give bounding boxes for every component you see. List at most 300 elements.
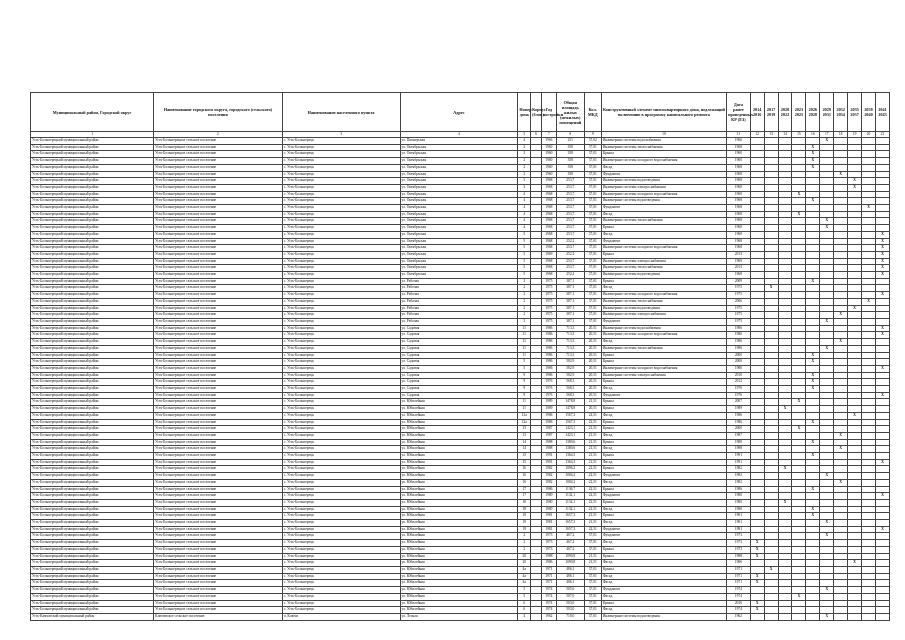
period-cell — [848, 379, 862, 386]
period-cell — [750, 479, 764, 486]
period-cell — [848, 406, 862, 413]
period-cell — [792, 486, 806, 493]
cell-house: 2 — [518, 292, 531, 299]
cell-house: 14 — [518, 446, 531, 453]
period-cell: X — [875, 245, 889, 252]
cell-house: 2 — [518, 318, 531, 325]
period-cell — [750, 379, 764, 386]
period-cell — [764, 359, 778, 366]
period-cell — [862, 225, 876, 232]
period-cell — [862, 178, 876, 185]
column-header: Наименование городского округа, городского (сельского) поселения — [154, 93, 283, 132]
period-cell — [750, 251, 764, 258]
cell-area: 1084,2 — [556, 479, 584, 486]
period-cell — [834, 546, 848, 553]
period-cell — [778, 386, 792, 393]
period-cell — [750, 439, 764, 446]
cell-prev: 1986 — [727, 325, 751, 332]
period-cell — [764, 231, 778, 238]
period-cell — [750, 473, 764, 480]
period-cell: X — [848, 305, 862, 312]
period-cell — [806, 540, 820, 547]
cell-settlement: Усть-Большерецкое сельское поселение — [154, 138, 283, 145]
period-cell — [806, 526, 820, 533]
cell-settlement: Усть-Большерецкое сельское поселение — [154, 600, 283, 607]
period-cell — [764, 439, 778, 446]
cell-area: 710,0 — [556, 613, 584, 620]
cell-element: Инженерные системы водоотведения — [601, 305, 726, 312]
period-cell — [848, 359, 862, 366]
cell-house: 11 — [518, 339, 531, 346]
period-cell — [862, 399, 876, 406]
period-cell — [834, 513, 848, 520]
period-cell — [764, 432, 778, 439]
period-cell — [792, 526, 806, 533]
cell-district: Усть-Большерецкий муниципальный район — [31, 198, 154, 205]
table-row — [31, 365, 890, 372]
period-cell: X — [848, 184, 862, 191]
cell-area: 486,1 — [556, 573, 584, 580]
cell-korpus — [531, 251, 542, 258]
period-cell — [862, 593, 876, 600]
period-cell — [862, 305, 876, 312]
period-cell: X — [834, 479, 848, 486]
cell-district: Усть-Большерецкий муниципальный район — [31, 332, 154, 339]
cell-korpus — [531, 318, 542, 325]
period-cell — [862, 272, 876, 279]
cell-house: 19 — [518, 513, 531, 520]
cell-house: 11 — [518, 406, 531, 413]
cell-district: Усть-Большерецкий муниципальный район — [31, 158, 154, 165]
period-cell — [750, 298, 764, 305]
period-cell: X — [806, 151, 820, 158]
cell-district: Усть-Большерецкий муниципальный район — [31, 533, 154, 540]
cell-element: Инженерные системы теплоснабжения — [601, 144, 726, 151]
cell-settlement: Усть-Большерецкое сельское поселение — [154, 567, 283, 574]
cell-settlement: Усть-Большерецкое сельское поселение — [154, 238, 283, 245]
period-cell — [834, 419, 848, 426]
column-header: 2023 2025 — [792, 93, 806, 132]
cell-street: ул. Садовая — [400, 352, 518, 359]
column-header: 2038 2040 — [862, 93, 876, 132]
cell-area: 1090,8 — [556, 553, 584, 560]
period-cell — [778, 573, 792, 580]
period-cell — [778, 546, 792, 553]
cell-street: ул. Октябрьская — [400, 191, 518, 198]
period-cell — [862, 325, 876, 332]
period-cell — [750, 426, 764, 433]
table-row — [31, 573, 890, 580]
cell-area: 1132,1 — [556, 499, 584, 506]
cell-area: 253,7 — [556, 218, 584, 225]
period-cell — [875, 359, 889, 366]
cell-prev: 1971 — [727, 573, 751, 580]
cell-house: 5 — [518, 258, 531, 265]
period-cell — [848, 318, 862, 325]
cell-settlement: Усть-Большерецкое сельское поселение — [154, 520, 283, 527]
table-row — [31, 138, 890, 145]
period-cell — [834, 292, 848, 299]
cell-house: 11 — [518, 352, 531, 359]
cell-district: Усть-Большерецкий муниципальный район — [31, 218, 154, 225]
cell-settlement: Усть-Большерецкое сельское поселение — [154, 499, 283, 506]
period-cell — [750, 339, 764, 346]
period-cell — [806, 426, 820, 433]
cell-prev: 1986 — [727, 412, 751, 419]
period-cell — [875, 600, 889, 607]
cell-area: 1423,1 — [556, 432, 584, 439]
cell-prev: 1968 — [727, 164, 751, 171]
period-cell — [764, 272, 778, 279]
cell-year: 1976 — [541, 392, 556, 399]
cell-prev: 1969 — [727, 258, 751, 265]
period-cell — [875, 352, 889, 359]
period-cell — [875, 593, 889, 600]
period-cell — [764, 339, 778, 346]
period-cell — [834, 580, 848, 587]
period-cell — [778, 560, 792, 567]
cell-district: Усть-Большерецкий муниципальный район — [31, 151, 154, 158]
cell-korpus — [531, 479, 542, 486]
period-cell — [834, 573, 848, 580]
cell-locality: с. Усть-Большерецк — [282, 546, 400, 553]
period-cell — [806, 332, 820, 339]
period-cell — [834, 600, 848, 607]
column-header: Наименование населенного пункта — [282, 93, 400, 132]
period-cell — [862, 419, 876, 426]
period-cell: X — [875, 325, 889, 332]
cell-locality: с. Усть-Большерецк — [282, 580, 400, 587]
period-cell — [875, 466, 889, 473]
cell-year: 1987 — [541, 426, 556, 433]
cell-count: 37,01 — [584, 191, 601, 198]
cell-settlement: Усть-Большерецкое сельское поселение — [154, 372, 283, 379]
period-cell — [750, 258, 764, 265]
cell-district: Усть-Большерецкий муниципальный район — [31, 305, 154, 312]
period-cell — [862, 540, 876, 547]
period-cell — [792, 513, 806, 520]
cell-district: Усть-Большерецкий муниципальный район — [31, 372, 154, 379]
cell-year: 1986 — [541, 339, 556, 346]
cell-settlement: Усть-Большерецкое сельское поселение — [154, 164, 283, 171]
period-cell — [764, 138, 778, 145]
cell-locality: с. Усть-Большерецк — [282, 607, 400, 614]
period-cell — [820, 513, 834, 520]
period-cell — [820, 359, 834, 366]
period-cell — [862, 493, 876, 500]
cell-year: 1960 — [541, 151, 556, 158]
cell-year: 1991 — [541, 453, 556, 460]
period-cell — [875, 345, 889, 352]
cell-area: 253,7 — [556, 265, 584, 272]
cell-house: 5 — [518, 251, 531, 258]
period-cell: X — [848, 178, 862, 185]
cell-district: Усть-Большерецкий муниципальный район — [31, 546, 154, 553]
cell-settlement: Усть-Большерецкое сельское поселение — [154, 560, 283, 567]
cell-korpus — [531, 265, 542, 272]
period-cell — [862, 144, 876, 151]
cell-district: Усть-Большерецкий муниципальный район — [31, 573, 154, 580]
period-cell — [875, 151, 889, 158]
cell-prev: 1968 — [727, 191, 751, 198]
cell-street: ул. Октябрьская — [400, 272, 518, 279]
cell-area: 467,2 — [556, 540, 584, 547]
cell-element: Крыша — [601, 251, 726, 258]
period-cell — [750, 593, 764, 600]
cell-settlement: Усть-Большерецкое сельское поселение — [154, 453, 283, 460]
period-cell — [820, 292, 834, 299]
cell-prev: 1982 — [727, 473, 751, 480]
cell-korpus — [531, 178, 542, 185]
period-cell — [792, 553, 806, 560]
period-cell — [848, 399, 862, 406]
cell-locality: с. Усть-Большерецк — [282, 533, 400, 540]
cell-locality: с. Усть-Большерецк — [282, 298, 400, 305]
cell-korpus — [531, 439, 542, 446]
period-cell — [820, 466, 834, 473]
cell-district: Усть-Большерецкий муниципальный район — [31, 285, 154, 292]
cell-year: 1988 — [541, 446, 556, 453]
cell-element: Крыша — [601, 406, 726, 413]
cell-prev: 1974 — [727, 587, 751, 594]
cell-locality: с. Усть-Большерецк — [282, 191, 400, 198]
cell-year: 1986 — [541, 365, 556, 372]
cell-year: 1975 — [541, 278, 556, 285]
period-cell: X — [834, 446, 848, 453]
column-number: 12 — [750, 132, 764, 138]
period-cell — [806, 238, 820, 245]
period-cell — [820, 332, 834, 339]
column-header: 2032 2034 — [834, 93, 848, 132]
cell-house: 5 — [518, 238, 531, 245]
cell-year: 1975 — [541, 285, 556, 292]
period-cell — [764, 144, 778, 151]
period-cell — [806, 399, 820, 406]
cell-korpus — [531, 352, 542, 359]
cell-prev: 1986 — [727, 332, 751, 339]
period-cell — [875, 225, 889, 232]
period-cell — [792, 339, 806, 346]
cell-district: Усть-Большерецкий муниципальный район — [31, 318, 154, 325]
period-cell — [792, 573, 806, 580]
cell-count: 20,51 — [584, 406, 601, 413]
period-cell — [750, 164, 764, 171]
cell-area: 1364,3 — [556, 459, 584, 466]
period-cell — [792, 607, 806, 614]
period-cell: X — [875, 258, 889, 265]
cell-korpus — [531, 587, 542, 594]
cell-count: 37,01 — [584, 573, 601, 580]
period-cell — [820, 305, 834, 312]
period-cell — [750, 453, 764, 460]
period-cell — [750, 211, 764, 218]
cell-korpus — [531, 567, 542, 574]
period-cell — [820, 372, 834, 379]
period-cell — [848, 546, 862, 553]
period-cell: X — [862, 298, 876, 305]
cell-prev: 2000 — [727, 359, 751, 366]
cell-korpus — [531, 607, 542, 614]
period-cell — [778, 238, 792, 245]
table-row — [31, 439, 890, 446]
cell-street: ул. Октябрьская — [400, 144, 518, 151]
period-cell — [792, 580, 806, 587]
column-header: Кол. МКД — [584, 93, 601, 132]
cell-element: Фундамент — [601, 473, 726, 480]
cell-locality: п. Ключи — [282, 613, 400, 620]
period-cell — [792, 285, 806, 292]
cell-count: 37,01 — [584, 164, 601, 171]
period-cell — [750, 312, 764, 319]
cell-house: 5 — [518, 231, 531, 238]
period-cell — [764, 238, 778, 245]
cell-locality: с. Усть-Большерецк — [282, 473, 400, 480]
period-cell — [848, 258, 862, 265]
cell-settlement: Усть-Большерецкое сельское поселение — [154, 513, 283, 520]
period-cell — [778, 607, 792, 614]
cell-prev: 2000 — [727, 352, 751, 359]
cell-element: Инженерные системы теплоснабжения — [601, 345, 726, 352]
period-cell — [834, 439, 848, 446]
period-cell: X — [848, 412, 862, 419]
cell-year: 1986 — [541, 412, 556, 419]
cell-prev: 1991 — [727, 453, 751, 460]
cell-street: ул. Юбилейная — [400, 600, 518, 607]
cell-korpus — [531, 205, 542, 212]
period-cell — [778, 439, 792, 446]
period-cell — [848, 265, 862, 272]
cell-count: 22,51 — [584, 419, 601, 426]
cell-house: 9 — [518, 379, 531, 386]
period-cell — [848, 587, 862, 594]
cell-district: Усть-Большерецкий муниципальный район — [31, 144, 154, 151]
period-cell — [750, 499, 764, 506]
period-cell: X — [806, 359, 820, 366]
period-cell — [750, 432, 764, 439]
cell-prev: 1975 — [727, 318, 751, 325]
period-cell — [834, 506, 848, 513]
period-cell — [806, 318, 820, 325]
table-row — [31, 513, 890, 520]
cell-house: 9 — [518, 372, 531, 379]
cell-locality: с. Усть-Большерецк — [282, 573, 400, 580]
period-cell — [862, 607, 876, 614]
period-cell — [862, 191, 876, 198]
cell-prev: 1986 — [727, 345, 751, 352]
period-cell — [750, 567, 764, 574]
period-cell — [792, 613, 806, 620]
period-cell — [764, 312, 778, 319]
period-cell — [792, 144, 806, 151]
period-cell — [848, 613, 862, 620]
table-row — [31, 486, 890, 493]
table-row — [31, 164, 890, 171]
cell-area: 503,0 — [556, 607, 584, 614]
cell-count: 37,01 — [584, 567, 601, 574]
cell-settlement: Усть-Большерецкое сельское поселение — [154, 184, 283, 191]
period-cell — [792, 540, 806, 547]
period-cell — [848, 533, 862, 540]
column-number: 5 — [518, 132, 531, 138]
period-cell — [778, 158, 792, 165]
cell-count: 37,01 — [584, 272, 601, 279]
cell-element: Фасад — [601, 506, 726, 513]
period-cell — [834, 238, 848, 245]
cell-house: 16 — [518, 473, 531, 480]
period-cell — [848, 345, 862, 352]
period-cell — [778, 453, 792, 460]
period-cell — [820, 453, 834, 460]
cell-element: Инженерные системы теплоснабжения — [601, 265, 726, 272]
period-cell — [862, 278, 876, 285]
cell-settlement: Усть-Большерецкое сельское поселение — [154, 151, 283, 158]
period-cell — [862, 265, 876, 272]
cell-year: 1966 — [541, 138, 556, 145]
cell-house: 6 — [518, 600, 531, 607]
period-cell — [792, 560, 806, 567]
cell-area: 568,3 — [556, 379, 584, 386]
cell-street: ул. Юбилейная — [400, 607, 518, 614]
period-cell — [848, 432, 862, 439]
period-cell: X — [806, 379, 820, 386]
period-cell — [778, 151, 792, 158]
cell-element: Фундамент — [601, 526, 726, 533]
cell-settlement: Усть-Большерецкое сельское поселение — [154, 191, 283, 198]
column-number: 1 — [31, 132, 154, 138]
period-cell — [792, 278, 806, 285]
cell-count: 37,01 — [584, 238, 601, 245]
cell-korpus — [531, 580, 542, 587]
cell-prev: 1981 — [727, 520, 751, 527]
cell-locality: с. Усть-Большерецк — [282, 412, 400, 419]
period-cell — [764, 412, 778, 419]
cell-korpus — [531, 218, 542, 225]
period-cell — [875, 406, 889, 413]
cell-element: Крыша — [601, 379, 726, 386]
cell-korpus — [531, 272, 542, 279]
period-cell — [875, 205, 889, 212]
period-cell — [778, 587, 792, 594]
cell-korpus — [531, 278, 542, 285]
cell-district: Усть-Большерецкий муниципальный район — [31, 392, 154, 399]
cell-count: 21,51 — [584, 439, 601, 446]
cell-settlement: Ключевское сельское поселение — [154, 613, 283, 620]
cell-count: 37,01 — [584, 158, 601, 165]
cell-area: 358 — [556, 158, 584, 165]
cell-street: ул. Юбилейная — [400, 593, 518, 600]
period-cell — [820, 426, 834, 433]
cell-korpus — [531, 459, 542, 466]
period-cell — [820, 419, 834, 426]
cell-year: 1986 — [541, 345, 556, 352]
period-cell — [764, 379, 778, 386]
cell-settlement: Усть-Большерецкое сельское поселение — [154, 406, 283, 413]
cell-year: 1973 — [541, 540, 556, 547]
cell-street: ул. Юбилейная — [400, 533, 518, 540]
cell-district: Усть-Большерецкий муниципальный район — [31, 499, 154, 506]
cell-street: ул. Октябрьская — [400, 238, 518, 245]
period-cell — [750, 245, 764, 252]
cell-element: Крыша — [601, 567, 726, 574]
period-cell — [778, 278, 792, 285]
period-cell — [778, 211, 792, 218]
column-header: Общая площадь жилых (нежилых) помещений — [556, 93, 584, 132]
period-cell — [834, 359, 848, 366]
cell-area: 358 — [556, 171, 584, 178]
period-cell — [848, 251, 862, 258]
period-cell — [778, 144, 792, 151]
period-cell — [834, 298, 848, 305]
